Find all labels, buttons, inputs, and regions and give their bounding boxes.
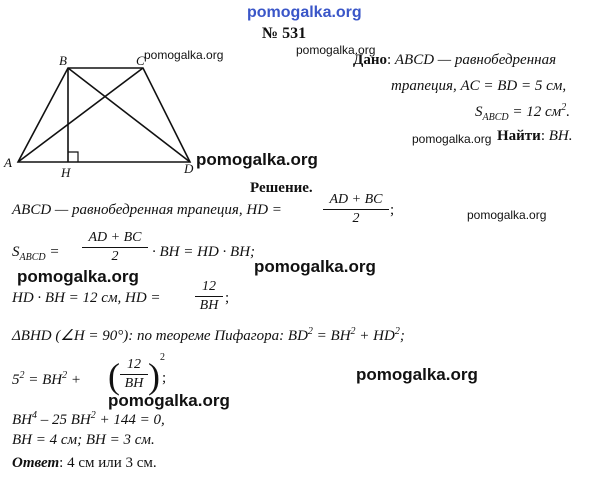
given-line-1: Дано: ABCD — равнобедренная: [353, 52, 557, 68]
solution-line-4: ΔBHD (∠H = 90°): по теореме Пифагора: $BD^2 = BH^2 + HD^2$;: [12, 326, 405, 344]
trapezoid-outline: [18, 68, 190, 162]
watermark: pomogalka.org: [144, 48, 224, 62]
watermark-top: pomogalka.org: [247, 4, 362, 21]
diagonal-ac: [18, 68, 143, 162]
given-label: Дано: [353, 52, 387, 68]
diagonal-bd: [68, 68, 190, 162]
fraction-hd: AD + BC 2: [323, 192, 389, 227]
problem-number: № 531: [262, 25, 307, 42]
vertex-c-label: C: [136, 53, 145, 68]
watermark: pomogalka.org: [467, 208, 547, 222]
given-line-2: трапеция, AC = BD = 5 см,: [391, 78, 567, 94]
trapezoid-figure: [0, 50, 215, 180]
answer-label: Ответ: [12, 455, 60, 471]
watermark: pomogalka.org: [17, 267, 139, 286]
vertex-b-label: B: [59, 53, 67, 68]
paren-left: (: [108, 356, 120, 396]
fraction-area: AD + BC 2: [82, 230, 148, 265]
watermark: pomogalka.org: [296, 43, 376, 57]
solution-line-5: $5^2 = BH^2$ +: [12, 370, 81, 388]
watermark: pomogalka.org: [196, 150, 318, 169]
paren-right: ): [148, 356, 160, 396]
watermark: pomogalka.org: [412, 132, 492, 146]
solution-heading: Решение.: [250, 180, 313, 196]
solution-line-1: ABCD — равнобедренная трапеция, HD =: [12, 202, 282, 218]
foot-h-label: H: [61, 165, 71, 180]
vertex-a-label: A: [4, 155, 12, 170]
find-line: Найти: BH.: [497, 128, 573, 144]
watermark: pomogalka.org: [108, 391, 230, 410]
find-label: Найти: [497, 128, 541, 144]
watermark: pomogalka.org: [254, 257, 376, 276]
fraction-hd-value: 12 BH: [195, 279, 223, 314]
answer-line: Ответ: 4 см или 3 см.: [12, 455, 157, 471]
solution-line-2: $S_{ABCD}$ =: [12, 244, 60, 263]
solution-line-7: BH = 4 см; BH = 3 см.: [12, 432, 155, 448]
solution-line-6: $BH^4 - 25$ $BH^2 + 144 = 0$,: [12, 410, 165, 428]
vertex-d-label: D: [184, 161, 194, 176]
solution-line-3: HD · BH = 12 см, HD =: [12, 290, 161, 306]
watermark: pomogalka.org: [356, 365, 478, 384]
given-area: $S_{ABCD} = 12$ $см^2$.: [475, 102, 570, 123]
right-angle-mark: [68, 152, 78, 162]
fraction-pythagoras: 12 BH: [120, 357, 148, 392]
